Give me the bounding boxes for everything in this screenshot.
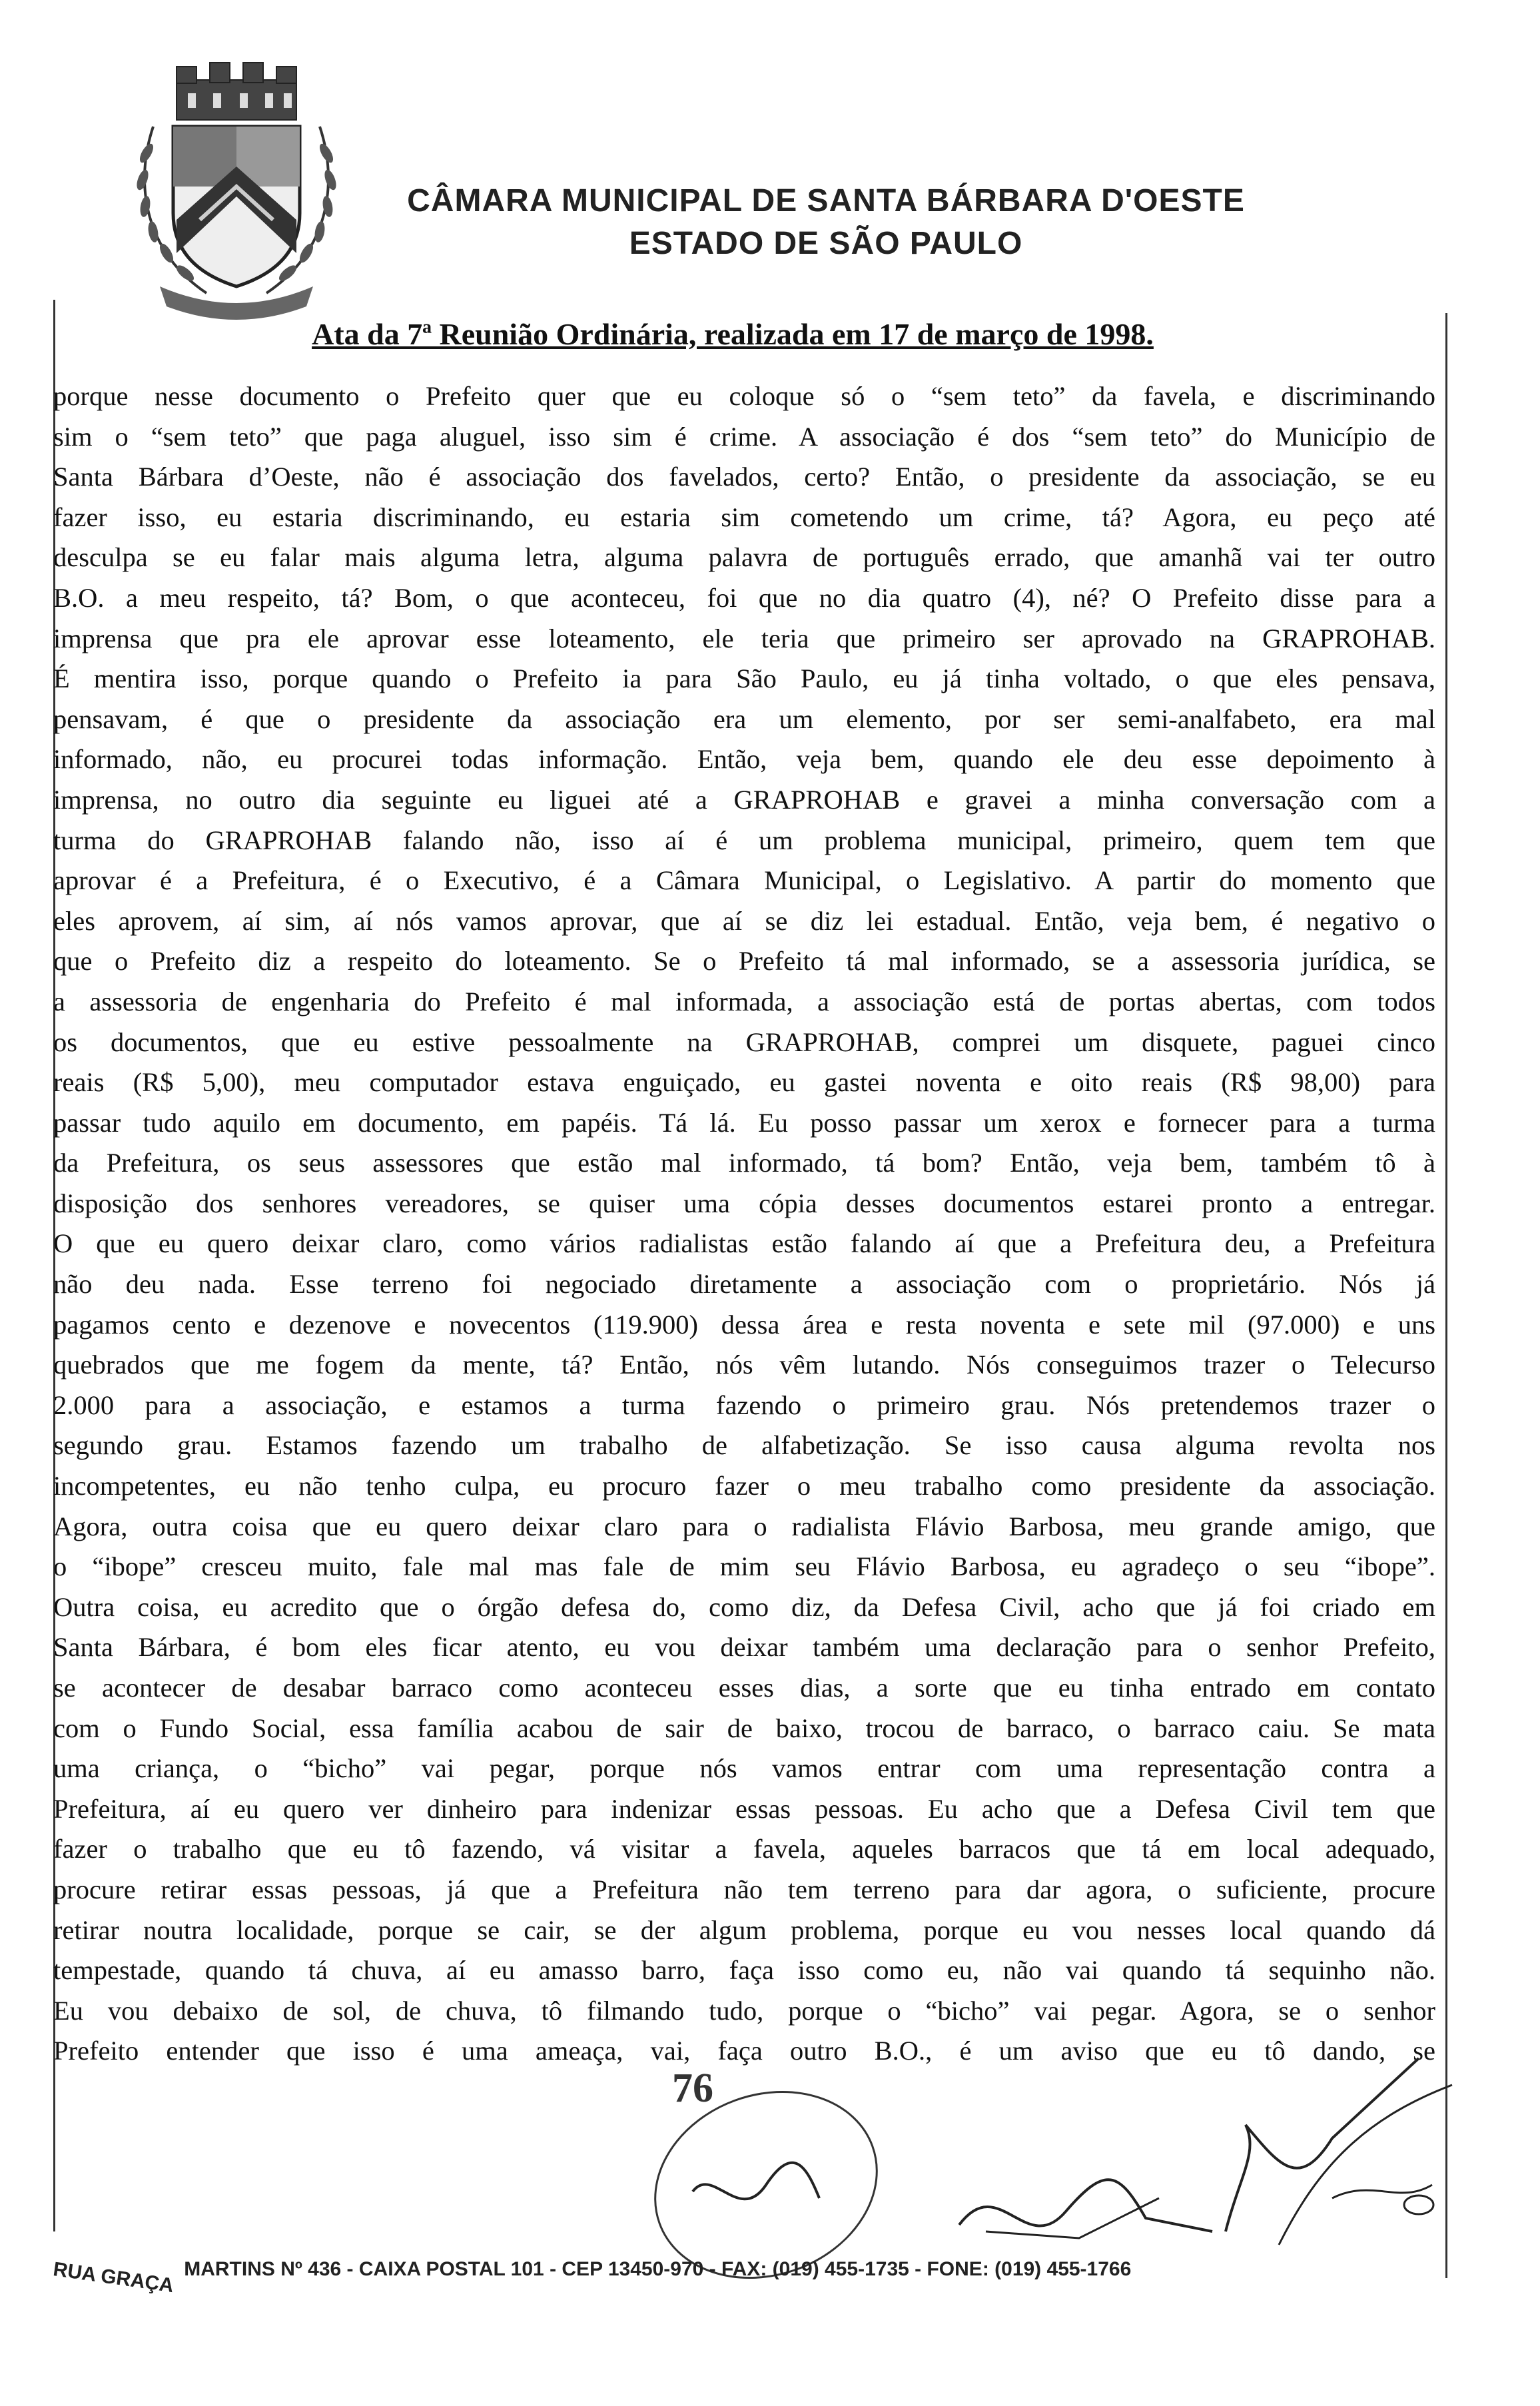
text-line: aprovar é a Prefeitura, é o Executivo, é a Câmara Municipal, o Legislativo. A partir do momento que: [53, 865, 1435, 896]
text-line: que o Prefeito diz a respeito do loteamento. Se o Prefeito tá mal informado, se a assessoria jurídica, se: [53, 946, 1435, 977]
signature-scribble-right: [1199, 2032, 1479, 2278]
text-line: sim o “sem teto” que paga aluguel, isso sim é crime. A associação é dos “sem teto” do Município de: [53, 421, 1435, 452]
text-line: desculpa se eu falar mais alguma letra, alguma palavra de português errado, que amanhã vai ter outro: [53, 542, 1435, 573]
institution-name: CÂMARA MUNICIPAL DE SANTA BÁRBARA D'OESTE: [407, 183, 1245, 218]
text-line: pagamos cento e dezenove e novecentos (119.900) dessa área e resta noventa e sete mil (97.000) e uns: [53, 1309, 1435, 1340]
signature-circle: [633, 2085, 913, 2285]
letterhead: [373, 180, 1279, 265]
signature-scribble-center: [946, 2132, 1226, 2265]
text-line: Prefeito entender que isso é uma ameaça, vai, faça outro B.O., é um aviso que eu tô dando, se: [53, 2036, 1435, 2066]
text-line: imprensa que pra ele aprovar esse loteamento, ele teria que primeiro ser aprovado na GRAPROHAB.: [53, 623, 1435, 653]
text-line: Prefeitura, aí eu quero ver dinheiro para indenizar essas pessoas. Eu acho que a Defesa Civil tem que: [53, 1793, 1435, 1824]
text-line: passar tudo aquilo em documento, em papéis. Tá lá. Eu posso passar um xerox e fornecer para a turma: [53, 1107, 1435, 1138]
footer-contact: MARTINS Nº 436 - CAIXA POSTAL 101 - CEP 13450-970 - FAX: (019) 455-1735 - FONE: (019) 455-1766: [184, 2258, 1132, 2280]
text-line: Santa Bárbara, é bom eles ficar atento, eu vou deixar também uma declaração para o senhor Prefeito,: [53, 1632, 1435, 1663]
text-line: eles aprovem, aí sim, aí nós vamos aprovar, que aí se diz lei estadual. Então, veja bem, é negativo o: [53, 905, 1435, 936]
text-line: porque nesse documento o Prefeito quer que eu coloque só o “sem teto” da favela, e discriminando: [53, 381, 1435, 411]
text-line: fazer isso, eu estaria discriminando, eu estaria sim cometendo um crime, tá? Agora, eu peço até: [53, 502, 1435, 532]
text-line: não deu nada. Esse terreno foi negociado diretamente a associação com o proprietário. Nós já: [53, 1269, 1435, 1300]
text-line: pensavam, é que o presidente da associação era um elemento, por ser semi-analfabeto, era mal: [53, 703, 1435, 734]
text-line: da Prefeitura, os seus assessores que estão mal informado, tá bom? Então, veja bem, também tô à: [53, 1148, 1435, 1178]
text-line: Outra coisa, eu acredito que o órgão defesa do, como diz, da Defesa Civil, acho que já foi criado em: [53, 1591, 1435, 1622]
text-line: imprensa, no outro dia seguinte eu liguei até a GRAPROHAB e gravei a minha conversação com a: [53, 784, 1435, 815]
footer-street: RUA GRAÇA: [51, 2258, 175, 2297]
page-number: 76: [672, 2066, 713, 2111]
text-line: turma do GRAPROHAB falando não, isso aí é um problema municipal, primeiro, quem tem que: [53, 825, 1435, 855]
coat-of-arms-logo: [127, 53, 346, 320]
text-line: Eu vou debaixo de sol, de chuva, tô filmando tudo, porque o “bicho” vai pegar. Agora, se o senhor: [53, 1995, 1435, 2026]
text-line: procure retirar essas pessoas, já que a Prefeitura não tem terreno para dar agora, o suficiente, procure: [53, 1874, 1435, 1904]
text-line: com o Fundo Social, essa família acabou de sair de baixo, trocou de barraco, o barraco caiu. Se mata: [53, 1713, 1435, 1743]
text-line: segundo grau. Estamos fazendo um trabalho de alfabetização. Se isso causa alguma revolta nos: [53, 1430, 1435, 1461]
text-line: reais (R$ 5,00), meu computador estava enguiçado, eu gastei noventa e oito reais (R$ 98,00) para: [53, 1067, 1435, 1098]
document-title: Ata da 7ª Reunião Ordinária, realizada em 17 de março de 1998.: [312, 317, 1154, 351]
text-line: o “ibope” cresceu muito, fale mal mas fale de mim seu Flávio Barbosa, eu agradeço o seu “ibope”.: [53, 1551, 1435, 1582]
text-line: Agora, outra coisa que eu quero deixar claro para o radialista Flávio Barbosa, meu grande amigo, que: [53, 1511, 1435, 1541]
text-line: disposição dos senhores vereadores, se quiser uma cópia desses documentos estarei pronto a entregar.: [53, 1188, 1435, 1218]
footer-address: [51, 2258, 1472, 2297]
minutes-body: [53, 376, 1435, 2072]
state-name: ESTADO DE SÃO PAULO: [629, 226, 1023, 261]
text-line: Santa Bárbara d’Oeste, não é associação dos favelados, certo? Então, o presidente da associação, se eu: [53, 462, 1435, 492]
text-line: retirar noutra localidade, porque se cair, se der algum problema, porque eu vou nesses local quando dá: [53, 1914, 1435, 1945]
text-line: tempestade, quando tá chuva, aí eu amasso barro, faça isso como eu, não vai quando tá sequinho não.: [53, 1955, 1435, 1986]
text-line: uma criança, o “bicho” vai pegar, porque nós vamos entrar com uma representação contra a: [53, 1753, 1435, 1784]
text-line: quebrados que me fogem da mente, tá? Então, nós vêm lutando. Nós conseguimos trazer o Telecurso: [53, 1350, 1435, 1380]
text-line: É mentira isso, porque quando o Prefeito ia para São Paulo, eu já tinha voltado, o que eles pensava,: [53, 663, 1435, 694]
text-line: fazer o trabalho que eu tô fazendo, vá visitar a favela, aqueles barracos que tá em local adequado,: [53, 1834, 1435, 1864]
text-line: O que eu quero deixar claro, como vários radialistas estão falando aí que a Prefeitura deu, a Prefeitura: [53, 1228, 1435, 1259]
text-line: B.O. a meu respeito, tá? Bom, o que aconteceu, foi que no dia quatro (4), né? O Prefeito disse para a: [53, 582, 1435, 613]
text-line: incompetentes, eu não tenho culpa, eu procuro fazer o meu trabalho como presidente da associação.: [53, 1471, 1435, 1501]
text-line: 2.000 para a associação, e estamos a turma fazendo o primeiro grau. Nós pretendemos trazer o: [53, 1390, 1435, 1420]
text-line: a assessoria de engenharia do Prefeito é mal informada, a associação está de portas abertas, com todos: [53, 986, 1435, 1016]
text-line: se acontecer de desabar barraco como aconteceu esses dias, a sorte que eu tinha entrado em contato: [53, 1673, 1435, 1703]
text-line: informado, não, eu procurei todas informação. Então, veja bem, quando ele deu esse depoimento à: [53, 744, 1435, 775]
right-margin-rule: [1445, 313, 1447, 2278]
text-line: os documentos, que eu estive pessoalmente na GRAPROHAB, comprei um disquete, paguei cinco: [53, 1026, 1435, 1057]
